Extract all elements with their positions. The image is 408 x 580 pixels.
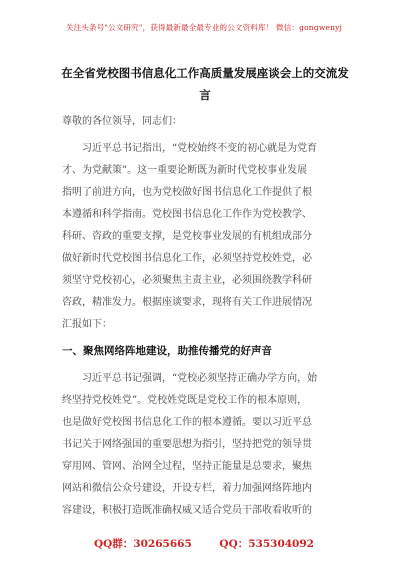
paragraph-line: 本遵循和科学指南。党校图书信息化工作作为党校教学、 — [62, 209, 312, 220]
paragraph-line: 做好新时代党校图书信息化工作，必须坚持党校姓党，必 — [62, 253, 312, 264]
paragraph-line: 须坚守党校初心，必须聚焦主责主业，必须围绕教学科研 — [62, 275, 312, 286]
salutation: 尊敬的各位领导，同志们： — [62, 116, 182, 127]
paragraph-line: 才、为党献策”。这一重要论断既为新时代党校事业发展 — [62, 165, 308, 176]
salutation-block — [62, 111, 348, 133]
paragraph-line: 穿用网、管网、治网全过程，坚持正能量是总要求，聚焦 — [62, 461, 312, 472]
paragraph-line: 指明了前进方向，也为党校做好图书信息化工作提供了根 — [62, 187, 312, 198]
paragraph-1 — [62, 138, 348, 336]
footer-qq-number: QQ：535304092 — [219, 538, 314, 550]
paragraph-line: 容建设，积极打造既准确权威又适合党员干部收看收听的 — [62, 505, 312, 516]
paragraph-line: 网站和微信公众号建设，开设专栏，着力加强网络阵地内 — [62, 483, 312, 494]
section-heading-1: 一、聚焦网络阵地建设，助推传播党的好声音 — [62, 345, 272, 357]
document-title-line-2: 言 — [199, 88, 211, 102]
paragraph-line: 科研、咨政的重要支撑，是党校事业发展的有机组成部分 — [62, 231, 312, 242]
paragraph-line: 汇报如下： — [62, 319, 112, 330]
paragraph-line: 也是做好党校图书信息化工作的根本遵循。要以习近平总 — [62, 417, 312, 428]
document-title-line-1: 在全省党校图书信息化工作高质量发展座谈会上的交流发 — [61, 66, 349, 80]
paragraph-line: 习近平总书记指出，“党校始终不变的初心就是为党育 — [82, 143, 318, 154]
paragraph-line: 习近平总书记强调，“党校必须坚持正确办学方向，始 — [82, 373, 318, 384]
footer-qq-group: QQ群：30265665 — [94, 538, 192, 550]
paragraph-line: 咨政，精准发力。根据座谈要求，现将有关工作进展情况 — [62, 297, 312, 308]
footer-contact — [0, 536, 408, 551]
paragraph-line: 书记关于网络强国的重要思想为指引，坚持把党的领导贯 — [62, 439, 312, 450]
paragraph-2 — [62, 368, 348, 522]
top-banner: 关注头条号"公文研究"，获得最新最全最专业的公文资料库！ 微信：gongwenyj — [65, 23, 343, 32]
paragraph-line: 终坚持党校姓党”。党校姓党既是党校工作的根本原则， — [62, 395, 308, 406]
